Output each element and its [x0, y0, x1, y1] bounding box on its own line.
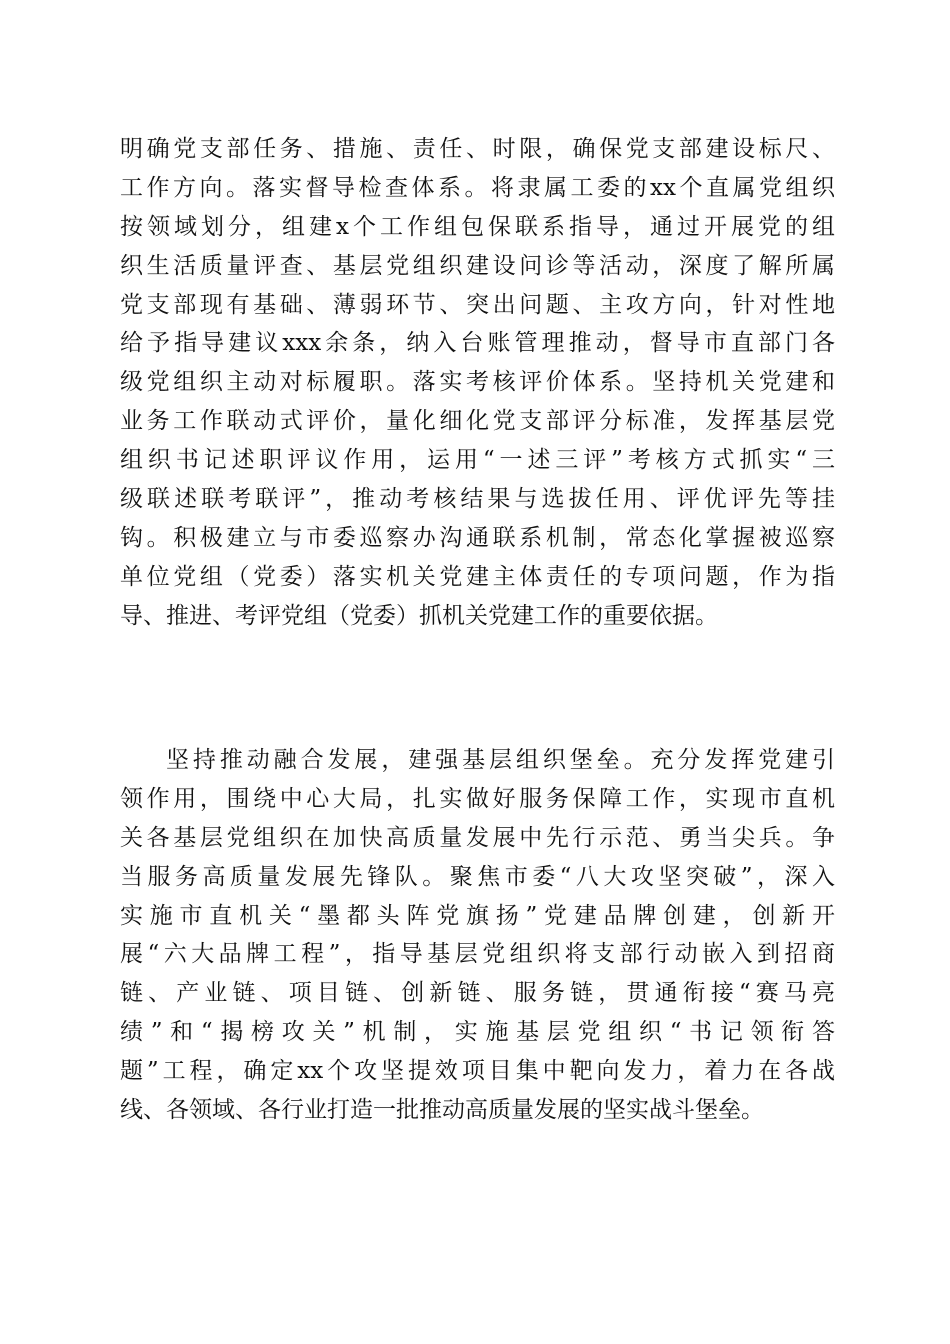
paragraph-line: 级联述联考联评”，推动考核结果与选拔任用、评优评先等挂 — [120, 486, 835, 513]
paragraph-line: 明确党支部任务、措施、责任、时限，确保党支部建设标尺、 — [120, 136, 835, 162]
paragraph-line: 实施市直机关“墨都头阵党旗扬”党建品牌创建，创新开 — [120, 902, 835, 929]
paragraph-line: 给予指导建议xxx余条，纳入台账管理推动，督导市直部门各 — [120, 330, 835, 357]
paragraph-line: 级党组织主动对标履职。落实考核评价体系。坚持机关党建和 — [120, 369, 835, 396]
paragraph-1 — [120, 130, 835, 636]
paragraph-line: 业务工作联动式评价，量化细化党支部评分标准，发挥基层党 — [120, 408, 835, 435]
paragraph-line: 坚持推动融合发展，建强基层组织堡垒。充分发挥党建引 — [166, 747, 835, 773]
paragraph-line: 领作用，围绕中心大局，扎实做好服务保障工作，实现市直机 — [120, 785, 835, 812]
paragraph-line: 线、各领域、各行业打造一批推动高质量发展的坚实战斗堡垒。 — [120, 1097, 764, 1124]
paragraph-line: 导、推进、考评党组（党委）抓机关党建工作的重要依据。 — [120, 602, 718, 629]
paragraph-line: 当服务高质量发展先锋队。聚焦市委“八大攻坚突破”，深入 — [120, 863, 835, 890]
paragraph-line: 关各基层党组织在加快高质量发展中先行示范、勇当尖兵。争 — [120, 824, 835, 851]
paragraph-line: 党支部现有基础、薄弱环节、突出问题、主攻方向，针对性地 — [120, 291, 835, 318]
paragraph-line: 链、产业链、项目链、创新链、服务链，贯通衔接“赛马亮 — [120, 980, 835, 1007]
paragraph-line: 题”工程，确定xx个攻坚提效项目集中靶向发力，着力在各战 — [120, 1058, 835, 1085]
paragraph-line: 织生活质量评查、基层党组织建设问诊等活动，深度了解所属 — [120, 252, 835, 279]
paragraph-line: 钩。积极建立与市委巡察办沟通联系机制，常态化掌握被巡察 — [120, 524, 835, 551]
paragraph-line: 组织书记述职评议作用，运用“一述三评”考核方式抓实“三 — [120, 447, 835, 474]
paragraph-line: 绩”和“揭榜攻关”机制，实施基层党组织“书记领衔答 — [120, 1019, 835, 1046]
paragraph-2 — [120, 741, 835, 1130]
paragraph-line: 展“六大品牌工程”，指导基层党组织将支部行动嵌入到招商 — [120, 941, 835, 968]
paragraph-line: 工作方向。落实督导检查体系。将隶属工委的xx个直属党组织 — [120, 174, 835, 201]
paragraph-line: 单位党组（党委）落实机关党建主体责任的专项问题，作为指 — [120, 563, 835, 590]
paragraph-line: 按领域划分，组建x个工作组包保联系指导，通过开展党的组 — [120, 213, 835, 240]
